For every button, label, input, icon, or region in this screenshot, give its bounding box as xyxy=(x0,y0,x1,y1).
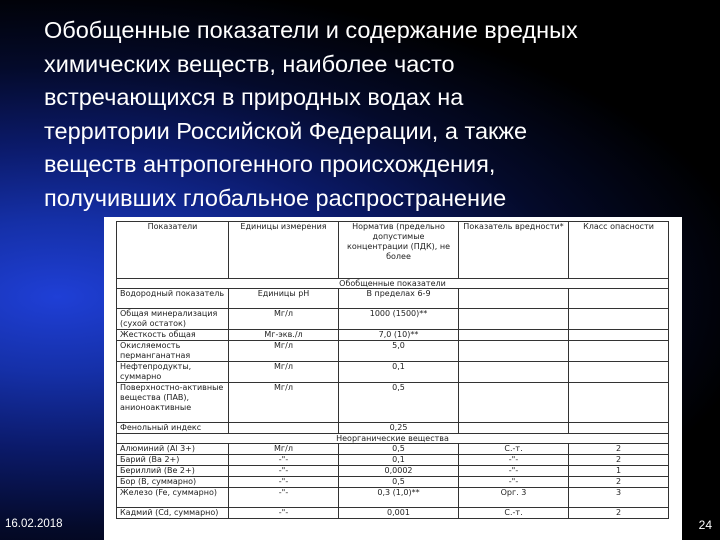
cell-hazard-indicator: С.-т. xyxy=(459,444,569,455)
cell-norm: В пределах 6-9 xyxy=(339,289,459,309)
table-row xyxy=(117,423,669,434)
standards-table xyxy=(116,221,669,519)
cell-hazard-indicator xyxy=(459,289,569,309)
cell-hazard-class: 2 xyxy=(569,508,669,519)
table-row xyxy=(117,488,669,508)
cell-norm: 0,5 xyxy=(339,477,459,488)
cell-unit: -"- xyxy=(229,488,339,508)
cell-hazard-class xyxy=(569,383,669,423)
cell-indicator: Поверхностно-активные вещества (ПАВ), анионоактивные xyxy=(117,383,229,423)
cell-norm: 0,5 xyxy=(339,383,459,423)
table-row xyxy=(117,289,669,309)
cell-norm: 0,3 (1,0)** xyxy=(339,488,459,508)
cell-hazard-class: 1 xyxy=(569,466,669,477)
cell-hazard-indicator xyxy=(459,383,569,423)
cell-norm: 5,0 xyxy=(339,341,459,362)
slide-date: 16.02.2018 xyxy=(5,518,63,530)
column-header: Единицы измерения xyxy=(229,222,339,279)
title-line: химических веществ, наиболее часто xyxy=(44,50,455,77)
table-row xyxy=(117,362,669,383)
slide-title xyxy=(44,14,694,215)
cell-unit: -"- xyxy=(229,477,339,488)
title-line: территории Российской Федерации, а также xyxy=(44,117,528,144)
cell-hazard-indicator: -"- xyxy=(459,477,569,488)
scanned-table-image xyxy=(104,217,682,540)
cell-hazard-indicator: -"- xyxy=(459,455,569,466)
cell-norm: 0,25 xyxy=(339,423,459,434)
cell-hazard-class xyxy=(569,341,669,362)
section-label: Неорганические вещества xyxy=(117,434,669,444)
cell-norm: 0,1 xyxy=(339,455,459,466)
cell-indicator: Барий (Ba 2+) xyxy=(117,455,229,466)
cell-hazard-class: 3 xyxy=(569,488,669,508)
cell-unit: Мг/л xyxy=(229,362,339,383)
table-row xyxy=(117,508,669,519)
cell-norm: 0,5 xyxy=(339,444,459,455)
cell-indicator: Фенольный индекс xyxy=(117,423,229,434)
cell-hazard-indicator: -"- xyxy=(459,466,569,477)
column-header: Показатели xyxy=(117,222,229,279)
title-line: веществ антропогенного происхождения, xyxy=(44,151,496,177)
title-line: Обобщенные показатели и содержание вредных xyxy=(44,17,578,43)
cell-hazard-indicator xyxy=(459,330,569,341)
table-row xyxy=(117,455,669,466)
cell-hazard-class xyxy=(569,289,669,309)
cell-hazard-class xyxy=(569,362,669,383)
cell-hazard-class xyxy=(569,330,669,341)
cell-unit: Мг/л xyxy=(229,309,339,330)
table-row xyxy=(117,466,669,477)
cell-norm: 0,001 xyxy=(339,508,459,519)
cell-indicator: Железо (Fe, суммарно) xyxy=(117,488,229,508)
cell-unit: -"- xyxy=(229,455,339,466)
table-row xyxy=(117,383,669,423)
table-header-row xyxy=(117,222,669,279)
cell-unit: Мг/л xyxy=(229,341,339,362)
cell-norm: 0,0002 xyxy=(339,466,459,477)
cell-unit: Единицы рН xyxy=(229,289,339,309)
table-row xyxy=(117,477,669,488)
cell-norm: 0,1 xyxy=(339,362,459,383)
column-header: Норматив (предельно допустимые концентрации (ПДК), не более xyxy=(339,222,459,279)
cell-hazard-class xyxy=(569,423,669,434)
cell-hazard-indicator xyxy=(459,309,569,330)
cell-indicator: Окисляемость перманганатная xyxy=(117,341,229,362)
title-line: встречающихся в природных водах на xyxy=(44,84,464,110)
cell-indicator: Кадмий (Cd, суммарно) xyxy=(117,508,229,519)
table-row xyxy=(117,309,669,330)
cell-unit xyxy=(229,423,339,434)
cell-indicator: Жесткость общая xyxy=(117,330,229,341)
section-label: Обобщенные показатели xyxy=(117,279,669,289)
cell-unit: -"- xyxy=(229,508,339,519)
title-line: получивших глобальное распространение xyxy=(44,184,507,211)
column-header: Класс опасности xyxy=(569,222,669,279)
cell-norm: 7,0 (10)** xyxy=(339,330,459,341)
cell-indicator: Общая минерализация (сухой остаток) xyxy=(117,309,229,330)
cell-unit: Мг/л xyxy=(229,444,339,455)
cell-indicator: Бериллий (Be 2+) xyxy=(117,466,229,477)
page-number: 24 xyxy=(698,518,712,532)
cell-unit: Мг-экв./л xyxy=(229,330,339,341)
table-row xyxy=(117,330,669,341)
cell-hazard-class: 2 xyxy=(569,477,669,488)
cell-hazard-class: 2 xyxy=(569,444,669,455)
column-header: Показатель вредности* xyxy=(459,222,569,279)
cell-hazard-indicator: Орг. 3 xyxy=(459,488,569,508)
cell-unit: -"- xyxy=(229,466,339,477)
cell-hazard-indicator xyxy=(459,423,569,434)
cell-indicator: Бор (B, суммарно) xyxy=(117,477,229,488)
cell-hazard-indicator xyxy=(459,362,569,383)
cell-indicator: Алюминий (Al 3+) xyxy=(117,444,229,455)
section-row xyxy=(117,279,669,289)
cell-hazard-class: 2 xyxy=(569,455,669,466)
cell-indicator: Водородный показатель xyxy=(117,289,229,309)
table-row xyxy=(117,341,669,362)
cell-indicator: Нефтепродукты, суммарно xyxy=(117,362,229,383)
cell-hazard-indicator xyxy=(459,341,569,362)
cell-unit: Мг/л xyxy=(229,383,339,423)
section-row xyxy=(117,434,669,444)
cell-norm: 1000 (1500)** xyxy=(339,309,459,330)
cell-hazard-indicator: С.-т. xyxy=(459,508,569,519)
cell-hazard-class xyxy=(569,309,669,330)
table-row xyxy=(117,444,669,455)
